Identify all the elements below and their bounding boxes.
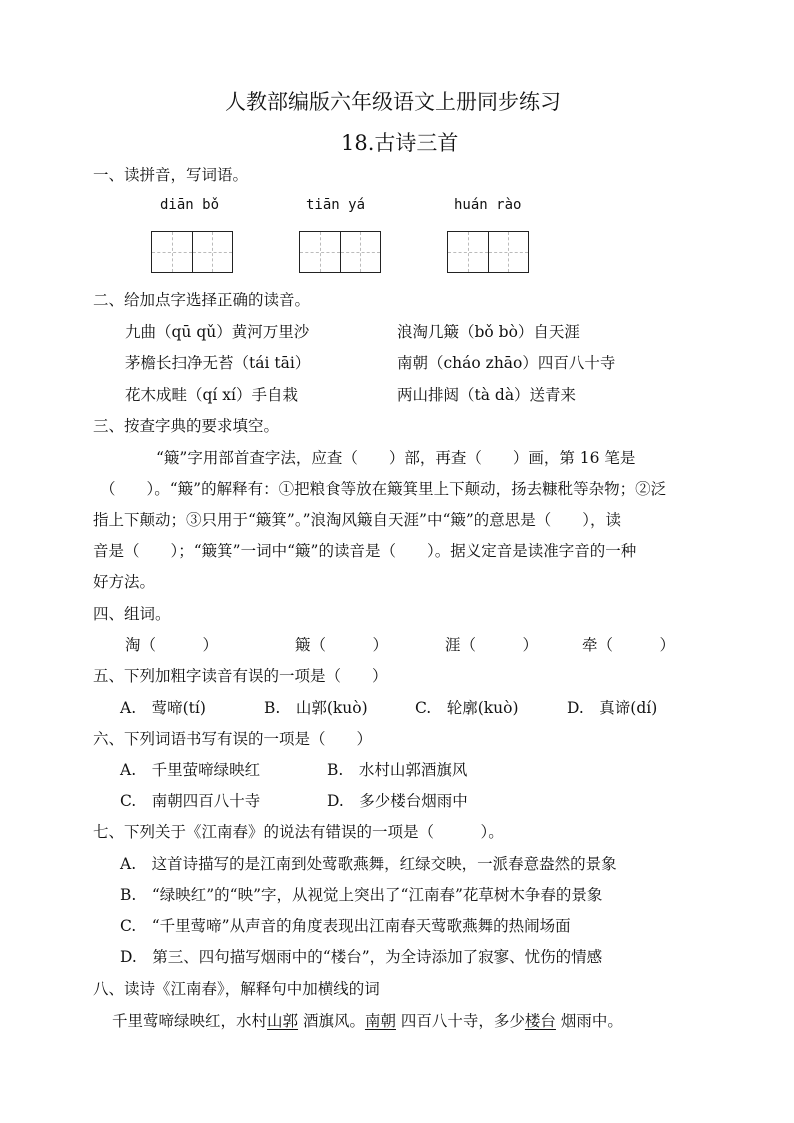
- word-item: 淘（ ）: [125, 636, 219, 654]
- writing-grid-2[interactable]: [299, 231, 381, 273]
- writing-grid-1[interactable]: [151, 231, 233, 273]
- underlined-word: 山郭: [267, 1012, 299, 1030]
- option-d: D. 真谛(dí): [567, 699, 658, 717]
- option-a: A. 千里萤啼绿映红: [120, 761, 261, 779]
- dictionary-text-line: （ ）。“簸”的解释有：①把粮食等放在簸箕里上下颠动，扬去糠秕等杂物；②泛: [100, 480, 667, 498]
- section-3-heading: 三、按查字典的要求填空。: [93, 417, 280, 435]
- lesson-title: 18.古诗三首: [341, 131, 459, 155]
- dictionary-text-line: 音是（ ）；“簸箕”一词中“簸”的读音是（ ）。据义定音是读准字音的一种: [93, 542, 637, 560]
- poem-line: [112, 1009, 623, 1031]
- dictionary-text-line: 好方法。: [93, 573, 156, 591]
- section-6-heading: 六、下列词语书写有误的一项是（ ）: [93, 730, 373, 748]
- word-item: 簸（ ）: [295, 636, 389, 654]
- reading-choice-item: 浪淘几簸（bǒ bò）自天涯: [397, 323, 580, 341]
- poem-text: 千里莺啼绿映红，水村: [112, 1012, 268, 1030]
- option-d: D. 第三、四句描写烟雨中的“楼台”，为全诗添加了寂寥、忧伤的情感: [120, 948, 603, 966]
- option-d: D. 多少楼台烟雨中: [327, 792, 468, 810]
- section-4-heading: 四、组词。: [93, 605, 171, 623]
- pinyin-3: huán rào: [454, 197, 522, 213]
- reading-choice-item: 茅檐长扫净无苔（tái tāi）: [125, 354, 311, 372]
- reading-choice-item: 南朝（cháo zhāo）四百八十寺: [397, 354, 616, 372]
- option-b: B. 山郭(kuò): [264, 699, 368, 717]
- option-c: C. 南朝四百八十寺: [120, 792, 261, 810]
- word-item: 牵（ ）: [582, 636, 676, 654]
- underlined-word: 楼台: [524, 1012, 556, 1030]
- pinyin-2: tiān yá: [306, 197, 366, 213]
- section-5-heading: 五、下列加粗字读音有误的一项是（ ）: [93, 667, 388, 685]
- page-title: 人教部编版六年级语文上册同步练习: [225, 90, 561, 114]
- dictionary-text-line: 指上下颠动；③只用于“簸箕”。”浪淘风簸自天涯”中“簸”的意思是（ ），读: [93, 511, 622, 529]
- poem-text: 酒旗风。: [298, 1012, 365, 1030]
- option-b: B. “绿映红”的“映”字，从视觉上突出了“江南春”花草树木争春的景象: [120, 886, 603, 904]
- reading-choice-item: 花木成畦（qí xí）手自栽: [125, 386, 299, 404]
- writing-grid-3[interactable]: [447, 231, 529, 273]
- option-a: A. 莺啼(tí): [120, 699, 206, 717]
- word-item: 涯（ ）: [445, 636, 539, 654]
- section-7-heading: 七、下列关于《江南春》的说法有错误的一项是（ ）。: [93, 823, 504, 841]
- option-b: B. 水村山郭酒旗风: [327, 761, 468, 779]
- pinyin-1: diān bǒ: [160, 197, 220, 213]
- section-2-heading: 二、给加点字选择正确的读音。: [93, 291, 311, 309]
- underlined-word: 南朝: [364, 1012, 396, 1030]
- reading-choice-item: 两山排闼（tà dà）送青来: [397, 386, 577, 404]
- poem-text: 四百八十寺，多少: [395, 1012, 525, 1030]
- option-c: C. “千里莺啼”从声音的角度表现出江南春天莺歌燕舞的热闹场面: [120, 917, 571, 935]
- dictionary-text-line: “簸”字用部首查字法，应查（ ）部，再查（ ）画，第 16 笔是: [156, 449, 636, 467]
- reading-choice-item: 九曲（qū qǔ）黄河万里沙: [125, 323, 310, 341]
- option-c: C. 轮廓(kuò): [415, 699, 519, 717]
- poem-text: 烟雨中。: [555, 1012, 623, 1030]
- option-a: A. 这首诗描写的是江南到处莺歌燕舞，红绿交映，一派春意盎然的景象: [120, 855, 617, 873]
- section-8-heading: 八、读诗《江南春》，解释句中加横线的词: [93, 980, 380, 998]
- section-1-heading: 一、读拼音，写词语。: [93, 166, 249, 184]
